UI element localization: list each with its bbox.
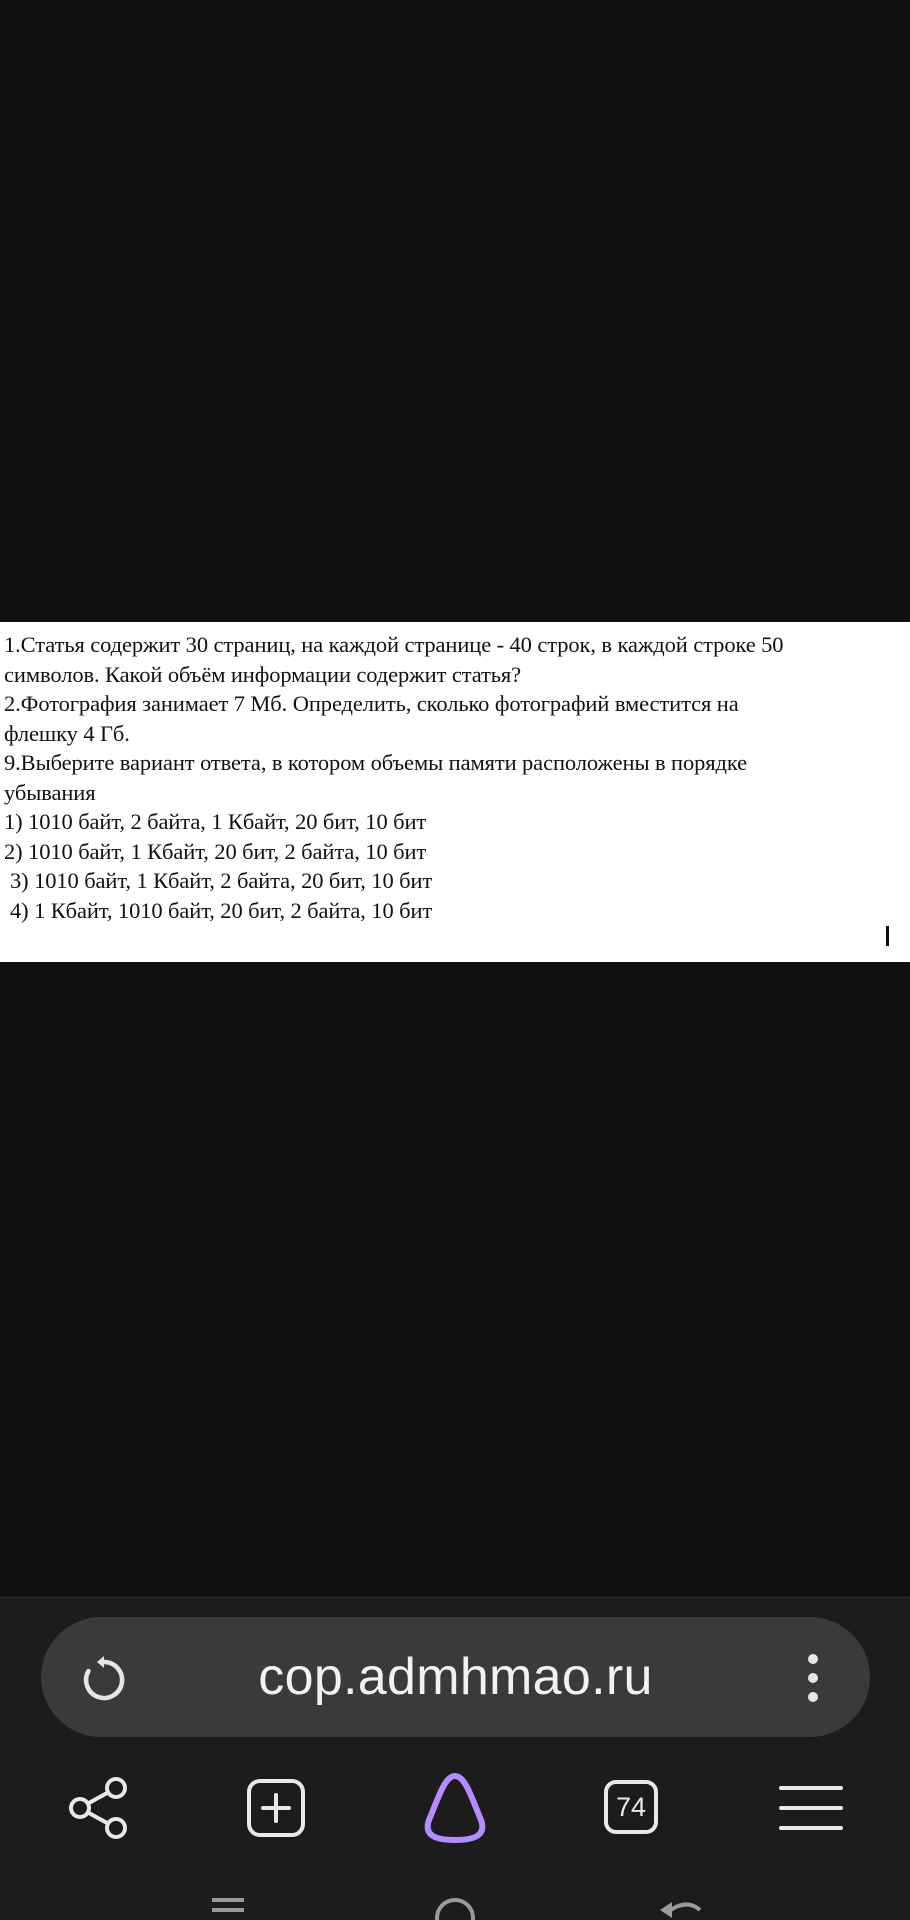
- browser-bottom-bar: [0, 1598, 910, 1920]
- back-nav-icon[interactable]: [660, 1902, 700, 1918]
- system-navigation-bar: [0, 1888, 910, 1920]
- tabs-counter-icon[interactable]: [592, 1768, 672, 1848]
- alice-assistant-icon[interactable]: [415, 1768, 495, 1848]
- address-bar[interactable]: [41, 1617, 870, 1737]
- text-line-2: символов. Какой объём информации содержит статья?: [4, 661, 522, 687]
- text-line-1: 1.Статья содержит 30 страниц, на каждой странице - 40 строк, в каждой строке 50: [4, 632, 784, 657]
- text-line-5: 9.Выберите вариант ответа, в котором объемы памяти расположены в порядке: [4, 750, 748, 775]
- answer-option-3: 3) 1010 байт, 1 Кбайт, 2 байта, 20 бит, 10 бит: [10, 868, 433, 893]
- home-nav-icon[interactable]: [437, 1900, 473, 1920]
- text-line-3: 2.Фотография занимает 7 Мб. Определить, сколько фотографий вместится на: [4, 691, 739, 716]
- url-text[interactable]: cop.admhmao.ru: [258, 1648, 653, 1706]
- homework-text-image: [0, 622, 910, 962]
- hamburger-menu-icon[interactable]: [771, 1768, 851, 1848]
- text-line-4: флешку 4 Гб.: [4, 720, 130, 746]
- answer-option-4: 4) 1 Кбайт, 1010 байт, 20 бит, 2 байта, 10 бит: [10, 897, 433, 923]
- browser-toolbar: [0, 1768, 910, 1848]
- answer-option-2: 2) 1010 байт, 1 Кбайт, 20 бит, 2 байта, 10 бит: [4, 838, 427, 864]
- text-line-6: убывания: [4, 779, 96, 805]
- reload-icon[interactable]: [77, 1653, 131, 1707]
- recents-nav-icon[interactable]: [212, 1900, 244, 1910]
- answer-option-1: 1) 1010 байт, 2 байта, 1 Кбайт, 20 бит, 10 бит: [4, 809, 427, 834]
- share-icon[interactable]: [58, 1768, 138, 1848]
- plus-square-icon[interactable]: [236, 1768, 316, 1848]
- kebab-menu-icon[interactable]: [806, 1653, 820, 1703]
- text-cursor: [886, 926, 889, 946]
- tabs-count: 74: [604, 1780, 658, 1834]
